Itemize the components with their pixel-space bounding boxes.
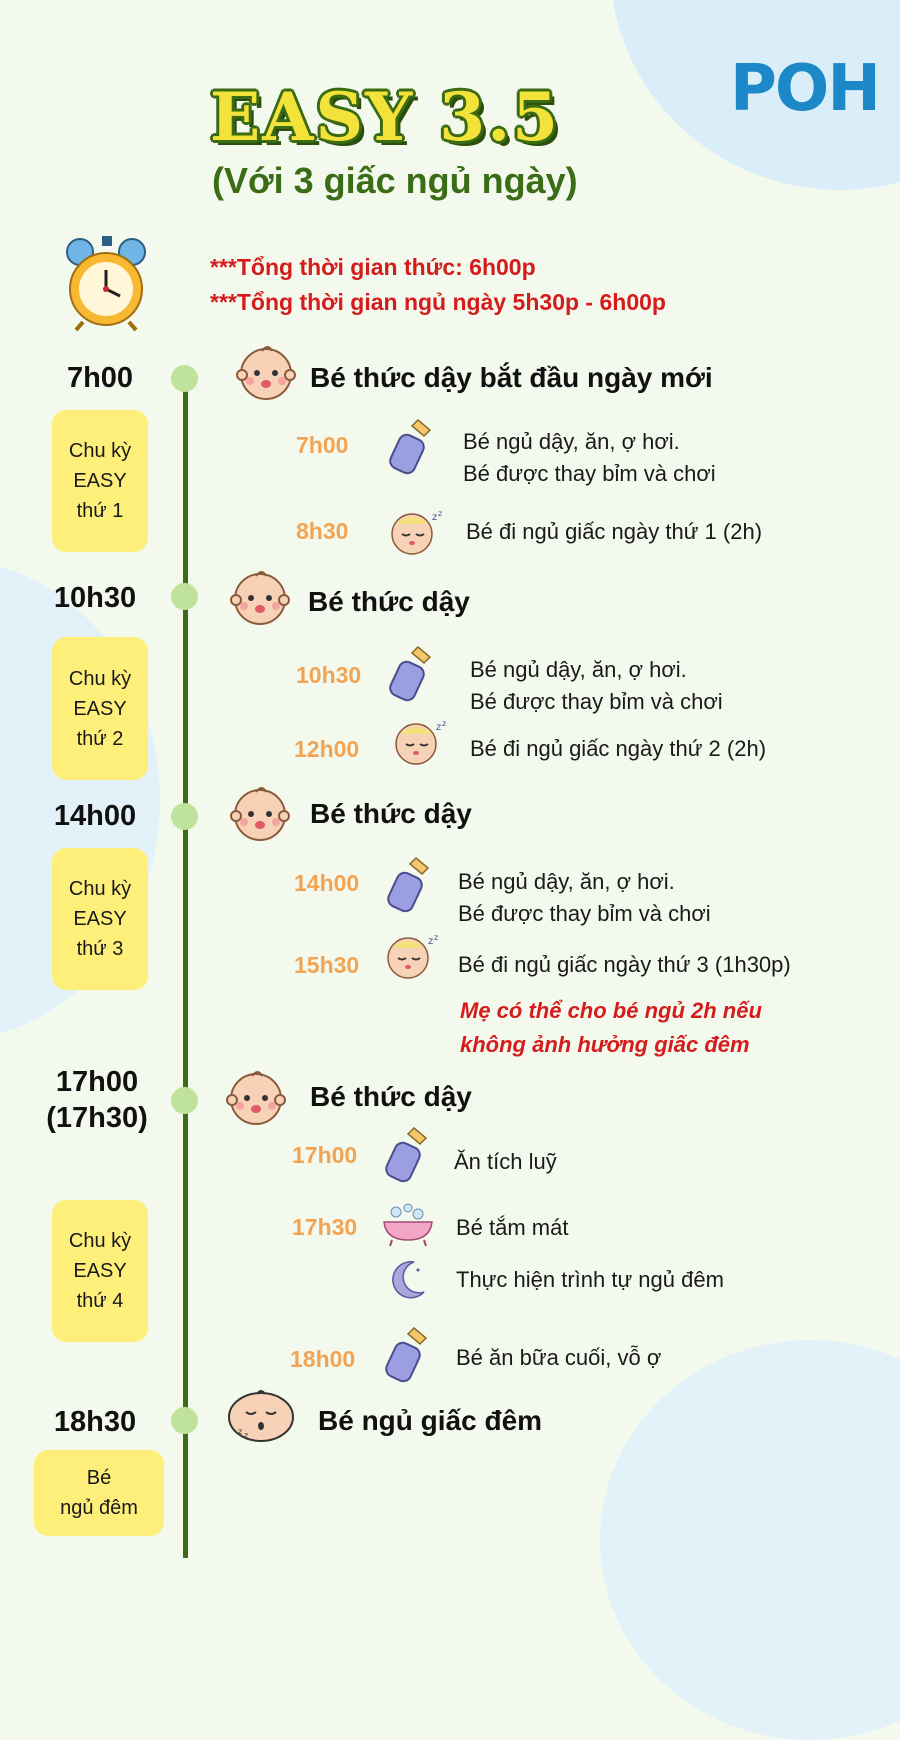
step-description: Ăn tích luỹ [454, 1149, 557, 1174]
milestone-label: Bé thức dậy [308, 586, 470, 617]
step-description: Bé ngủ dậy, ăn, ợ hơi. Bé được thay bỉm và chơi [463, 429, 716, 486]
page-subtitle: (Với 3 giấc ngủ ngày) [212, 160, 578, 201]
step-time: 18h00 [290, 1346, 356, 1372]
sleeping-baby-face-icon [224, 1388, 298, 1444]
svg-text:z: z [244, 1431, 249, 1440]
step-time: 17h00 [292, 1142, 358, 1168]
milestone-label: Bé ngủ giấc đêm [318, 1405, 543, 1436]
svg-text:z: z [432, 512, 438, 523]
step-time: 12h00 [294, 736, 360, 762]
step-time: 17h30 [292, 1214, 358, 1240]
moon-icon [384, 1258, 428, 1302]
step-time: 14h00 [294, 870, 360, 896]
milestone-label: Bé thức dậy bắt đầu ngày mới [310, 362, 713, 393]
cycle-box: Chu kỳ EASY thứ 3 [52, 848, 148, 990]
background-blob-bottom-right [600, 1340, 900, 1740]
total-nap-note: ***Tổng thời gian ngủ ngày 5h30p - 6h00p [210, 289, 666, 315]
svg-text:z: z [438, 509, 443, 518]
step-description: Bé tắm mát [456, 1215, 569, 1240]
alarm-clock-icon [58, 232, 158, 332]
bathtub-icon [380, 1200, 436, 1248]
bottle-icon [384, 1126, 432, 1184]
sleeping-baby-icon [388, 508, 450, 556]
timeline-dot [171, 1087, 198, 1114]
milestone-time: 14h00 [53, 800, 137, 832]
step-description: Bé ăn bữa cuối, vỗ ợ [456, 1345, 662, 1370]
svg-text:z: z [436, 722, 442, 733]
sleeping-baby-icon [384, 932, 446, 980]
milestone-label: Bé thức dậy [310, 1081, 472, 1112]
svg-text:z: z [442, 719, 447, 728]
cycle-box: Chu kỳ EASY thứ 4 [52, 1200, 148, 1342]
awake-baby-icon [230, 784, 290, 842]
warning-note: Mẹ có thể cho bé ngủ 2h nếu không ảnh hưởng giấc đêm [460, 998, 762, 1057]
timeline-dot [171, 583, 198, 610]
step-description: Bé đi ngủ giấc ngày thứ 3 (1h30p) [458, 952, 791, 977]
awake-baby-icon [226, 1068, 286, 1126]
timeline-dot [171, 365, 198, 392]
step-time: 15h30 [294, 952, 360, 978]
bottle-icon [388, 418, 436, 476]
total-awake-note: ***Tổng thời gian thức: 6h00p [210, 254, 536, 280]
milestone-time: 10h30 [53, 582, 137, 614]
step-description: Bé ngủ dậy, ăn, ợ hơi. Bé được thay bỉm và chơi [458, 869, 711, 926]
step-description: Bé ngủ dậy, ăn, ợ hơi. Bé được thay bỉm và chơi [470, 657, 723, 714]
bottle-icon [386, 856, 434, 914]
sleeping-baby-icon [392, 718, 454, 766]
step-time: 8h30 [296, 518, 349, 544]
milestone-time: 17h00 (17h30) [46, 1066, 148, 1134]
step-description: Bé đi ngủ giấc ngày thứ 1 (2h) [466, 519, 763, 544]
bottle-icon [388, 645, 436, 703]
milestone-time: 18h30 [53, 1406, 137, 1438]
svg-text:z: z [238, 1427, 243, 1436]
night-sleep-box: Bé ngủ đêm [34, 1450, 164, 1536]
cycle-box: Chu kỳ EASY thứ 2 [52, 637, 148, 780]
timeline-dot [171, 1407, 198, 1434]
step-time: 7h00 [296, 432, 349, 458]
timeline-dot [171, 803, 198, 830]
awake-baby-icon [236, 343, 296, 401]
cycle-box: Chu kỳ EASY thứ 1 [52, 410, 148, 552]
awake-baby-icon [230, 568, 290, 626]
timeline-line [183, 378, 188, 1558]
step-description: Thực hiện trình tự ngủ đêm [456, 1267, 724, 1292]
milestone-label: Bé thức dậy [310, 798, 472, 829]
step-description: Bé đi ngủ giấc ngày thứ 2 (2h) [470, 736, 767, 761]
step-time: 10h30 [296, 662, 362, 688]
brand-logo: POH [730, 52, 879, 126]
svg-text:z: z [428, 936, 434, 947]
page-title: EASY 3.5 [210, 78, 561, 156]
bottle-icon [384, 1326, 432, 1384]
milestone-time: 7h00 [66, 362, 134, 394]
svg-text:z: z [434, 933, 439, 942]
